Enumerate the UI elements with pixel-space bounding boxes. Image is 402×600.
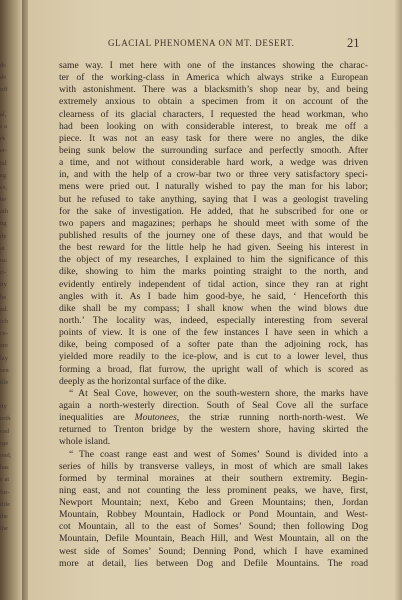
text-line: series of hills by transverse valleys, in most of which are small lakes [59,460,368,472]
facing-page-fragment: ead [0,427,10,435]
facing-page-fragment: rk [0,135,6,143]
facing-page-fragment: ich [0,317,8,325]
text-line: two papers and magazines; perhaps he should meet with some of the [59,217,368,229]
facing-page-fragment: he [0,293,7,301]
facing-page-fragment [0,97,14,109]
text-line: west side of Somes’ Sound; Denning Pond, which I have examined [59,545,368,557]
body-text [59,60,368,570]
text-line: the object of my researches, I explained to him the significance of this [59,254,368,266]
facing-page-fragment: the [0,512,8,520]
facing-page-fragment: ere [0,342,8,350]
facing-page-fragment: ng [0,220,7,228]
page-number: 21 [347,36,360,50]
running-head: GLACIAL PHENOMENA ON MT. DESERT. [108,38,295,48]
text-line: in, and with the help of a crow-bar two or three very satisfactory speci- [59,169,368,181]
text-line: whole island. [59,436,111,448]
text-line: had been looking on with considerable interest, to break me off a [59,120,368,132]
facing-page-fragment: sen [0,366,9,374]
text-line: with astonishment. There was a blacksmith’s shop near by, and being [59,84,368,96]
text-line: yielded more readily to the ice-plow, and is cut to a lower level, thus [59,351,368,363]
facing-page-fragment: lay [0,354,8,362]
text-line: the best reward for the little help he had given. Seeing his interest in [59,242,368,254]
text-line: inequalities are Moutonees, the striæ running north-north-west. We [59,412,368,424]
text-line: published results of the journey one of these days, and that would be [59,229,368,241]
text-line: same way. I met here with one of the instances showing the charac- [59,60,368,71]
facing-page-fragment: dy [0,232,7,240]
facing-page-fragment: orth [0,415,11,423]
text-line: points of view. It is one of the few instances I have seen in which a [59,327,368,339]
facing-page-fragment: fur- [0,488,10,496]
facing-page-fragment: ds [0,62,6,69]
facing-page-fragment: e at [0,476,10,484]
text-line: piece. It was not an easy task for there were no angles, the dike [59,132,368,144]
facing-page-fragment: ri- [0,269,7,277]
facing-page-fragment: ond, [0,452,12,459]
text-line: ter of the working-class in America which always strike a European [59,72,368,84]
facing-page-fragment: ad. [0,305,8,313]
text-line: returned to Trenton bridge by the western shore, having skirted the [59,424,368,436]
text-line: evidently entirely independent of tidal action, since they ran at right [59,278,368,290]
text-line: Newport Mountain; next, Kebo and Green Mountains; then, Jordan [59,497,368,509]
text-line: a time, and not without considerable hard work, a wedge was driven [59,157,368,169]
text-line: for the sake of investigation. He added, that he subscribed for one or [59,205,368,217]
text-line: mens were pried out. I naturally wished to pay the man for his labor; [59,181,368,193]
facing-page-fragment: at [0,244,5,252]
text-line: dike shall be my compass; I shall know when the wind blows due [59,302,368,314]
facing-page-fragment: ity [0,281,7,289]
text-line: Mountain, Defile Mountain, Beach Hill, and West Mountain, all on the [59,533,368,545]
facing-page-fragment: he [0,196,7,204]
text-line: clearness of its glacial characters, I requested the head workman, who [59,108,368,120]
facing-page-fragment: al, [0,110,7,118]
text-line: formed by terminal moraines at their southern extremity. Begin- [59,472,368,484]
text-line: dike, showing to him the marks pointing straight to the north, and [59,266,368,278]
text-line: dike, being composed of a softer pate than the adjoining rock, has [59,339,368,351]
facing-page-fragment: off [0,86,8,94]
text-line: again a north-westerly direction. South of Seal Cove all the surface [59,399,368,411]
text-line: but he refused to take anything, saying that I was a geologist traveling [59,193,368,205]
facing-page-fragment: ille [0,378,9,386]
facing-page-fragment: er- [0,147,8,155]
text-line: cot Mountain, all to the east of Somes’ Sound; then following Dog [59,521,368,533]
text-line: “ The coast range east and west of Somes’ Sound is divided into a [69,448,368,460]
facing-page-fragment: us. [0,257,8,264]
text-line: more at detail, lies between Dog and Defile Mountains. The road [59,557,368,569]
text-line: being sunk below the surrounding surface and perfectly smooth. After [59,144,368,156]
facing-page-fragment: ity [0,403,7,411]
facing-page-fragment: es, [0,183,8,191]
facing-page-fragment: eg [0,171,7,179]
facing-page-fragment: de [0,74,7,82]
facing-page-text-fragments [0,60,14,535]
facing-page-fragment: rge [0,439,9,447]
text-line: angles with it. As I bade him good-bye, he said, ‘ Henceforth this [59,290,368,302]
text-line: extremely anxious to obtain a specimen from it on account of the [59,96,368,108]
text-line: ning east, and not counting the less prominent peaks, we have, first, [59,484,368,496]
text-line: Mountain, Robbey Mountain, Hadlock or Pond Mountain, and West- [59,509,368,521]
text-line: “ At Seal Cove, however, on the south-western shore, the marks have [69,387,368,399]
facing-page-fragment: ittle [0,500,11,508]
facing-page-fragment: has [0,464,9,472]
text-line: deeply as the horizontal surface of the dike. [59,375,227,387]
page-edge-shadow [394,0,402,600]
facing-page-fragment [0,389,14,401]
text-line: north.’ The locality was, indeed, especially interesting from several [59,314,368,326]
facing-page-fragment: ath [0,208,8,216]
text-line: forming a broad, flat furrow, the upright wall of which is scored as [59,363,368,375]
facing-page-fragment: tal [0,159,7,167]
facing-page-fragment: the [0,525,8,533]
facing-page-fragment: ce- [0,330,8,338]
book-page [28,0,402,600]
facing-page-fragment: s a [0,122,8,130]
